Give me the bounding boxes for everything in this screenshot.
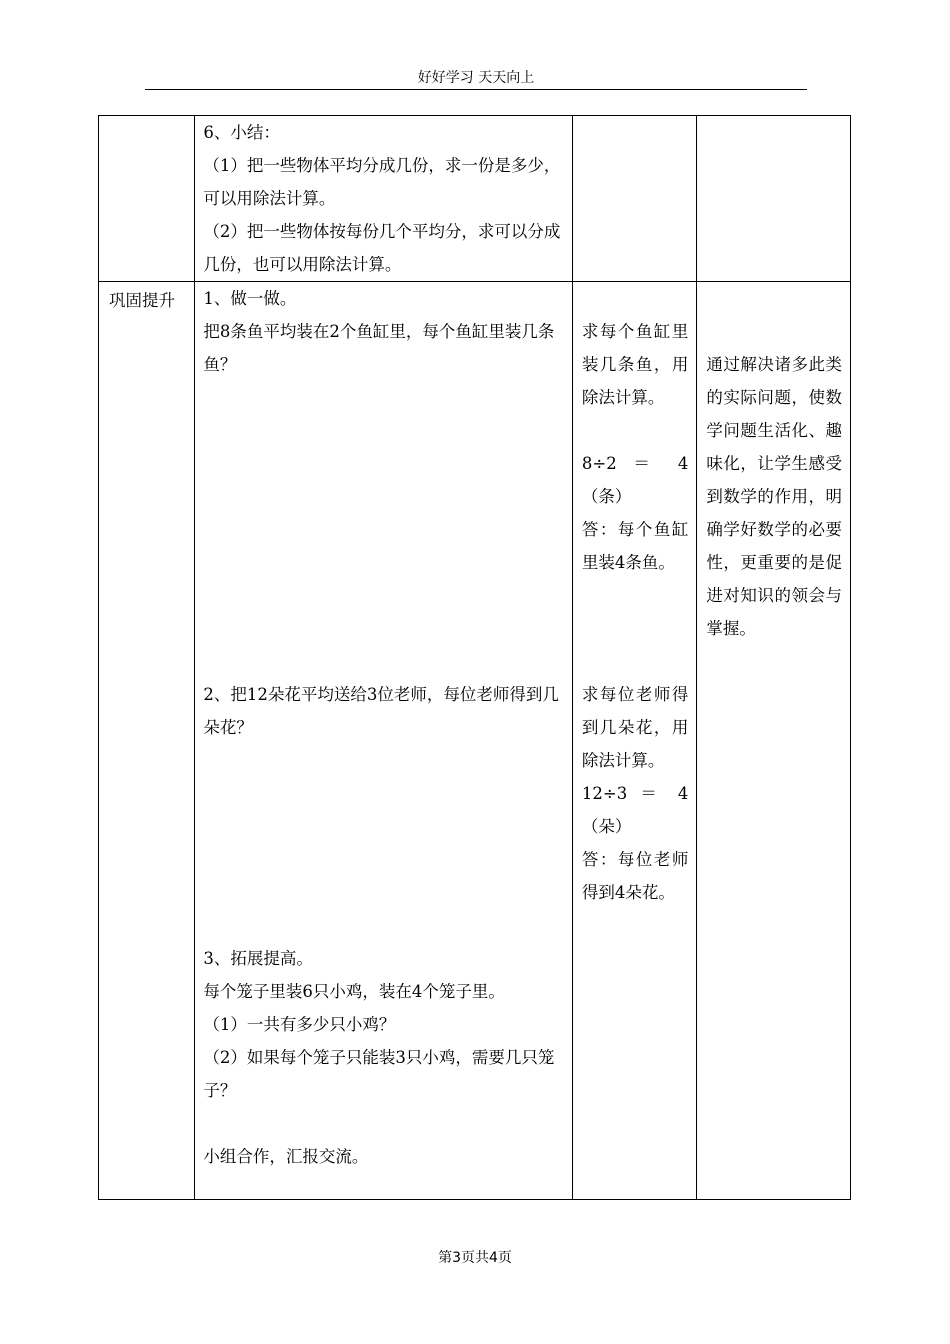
answer-1-answer: 答：每个鱼缸里装4条鱼。 xyxy=(581,520,689,572)
spacer xyxy=(203,744,562,942)
header-rule xyxy=(145,89,807,90)
design-intent-text: 通过解决诸多此类的实际问题，使数学问题生活化、趣味化，让学生感受到数学的作用，明确学好数学的必要性，更重要的是促进对知识的领会与掌握。 xyxy=(706,355,842,638)
summary-label-cell xyxy=(99,116,195,282)
page-footer: 第3页共4页 xyxy=(438,1250,512,1266)
answer-2-method: 求每位老师得到几朵花，用除法计算。 xyxy=(581,685,689,770)
summary-point-2: （2）把一些物体按每份几个平均分，求可以分成几份，也可以用除法计算。 xyxy=(203,222,561,274)
spacer xyxy=(582,282,688,315)
spacer xyxy=(706,282,842,348)
spacer xyxy=(203,1107,562,1140)
answer-2-answer: 答：每位老师得到4朵花。 xyxy=(581,850,689,902)
answers-cell xyxy=(572,282,696,1200)
summary-activity-cell xyxy=(572,116,696,282)
answer-1-method: 求每个鱼缸里装几条鱼，用除法计算。 xyxy=(581,322,689,407)
exercise-3-q1: （1）一共有多少只小鸡？ xyxy=(203,1015,396,1034)
exercises-cell xyxy=(195,282,573,1200)
summary-title: 6、小结： xyxy=(203,123,280,142)
exercise-3-question: 每个笼子里装6只小鸡，装在4个笼子里。 xyxy=(203,982,505,1001)
exercise-2-question: 2、把12朵花平均送给3位老师，每位老师得到几朵花？ xyxy=(203,685,559,737)
spacer xyxy=(203,381,562,678)
exercise-1-title: 1、做一做。 xyxy=(203,289,297,308)
page-header: 好好学习 天天向上 xyxy=(417,70,535,86)
summary-intent-cell xyxy=(697,116,851,282)
lesson-table xyxy=(98,115,851,1200)
exercise-3-q2: （2）如果每个笼子只能装3只小鸡，需要几只笼子？ xyxy=(203,1048,555,1100)
answer-1-formula: 8÷2 ＝ 4（条） xyxy=(581,454,689,506)
spacer xyxy=(582,414,688,447)
exercise-1-question: 把8条鱼平均装在2个鱼缸里，每个鱼缸里装几条鱼？ xyxy=(203,322,555,374)
summary-row xyxy=(99,116,851,282)
exercise-3-title: 3、拓展提高。 xyxy=(203,949,313,968)
group-work-note: 小组合作，汇报交流。 xyxy=(203,1147,369,1166)
consolidation-row xyxy=(99,282,851,1200)
summary-point-1: （1）把一些物体平均分成几份，求一份是多少，可以用除法计算。 xyxy=(203,156,561,208)
summary-content-cell xyxy=(195,116,573,282)
spacer xyxy=(582,579,688,678)
intent-cell xyxy=(697,282,851,1200)
consolidation-label: 巩固提升 xyxy=(99,282,195,1200)
answer-2-formula: 12÷3 ＝ 4（朵） xyxy=(581,784,689,836)
